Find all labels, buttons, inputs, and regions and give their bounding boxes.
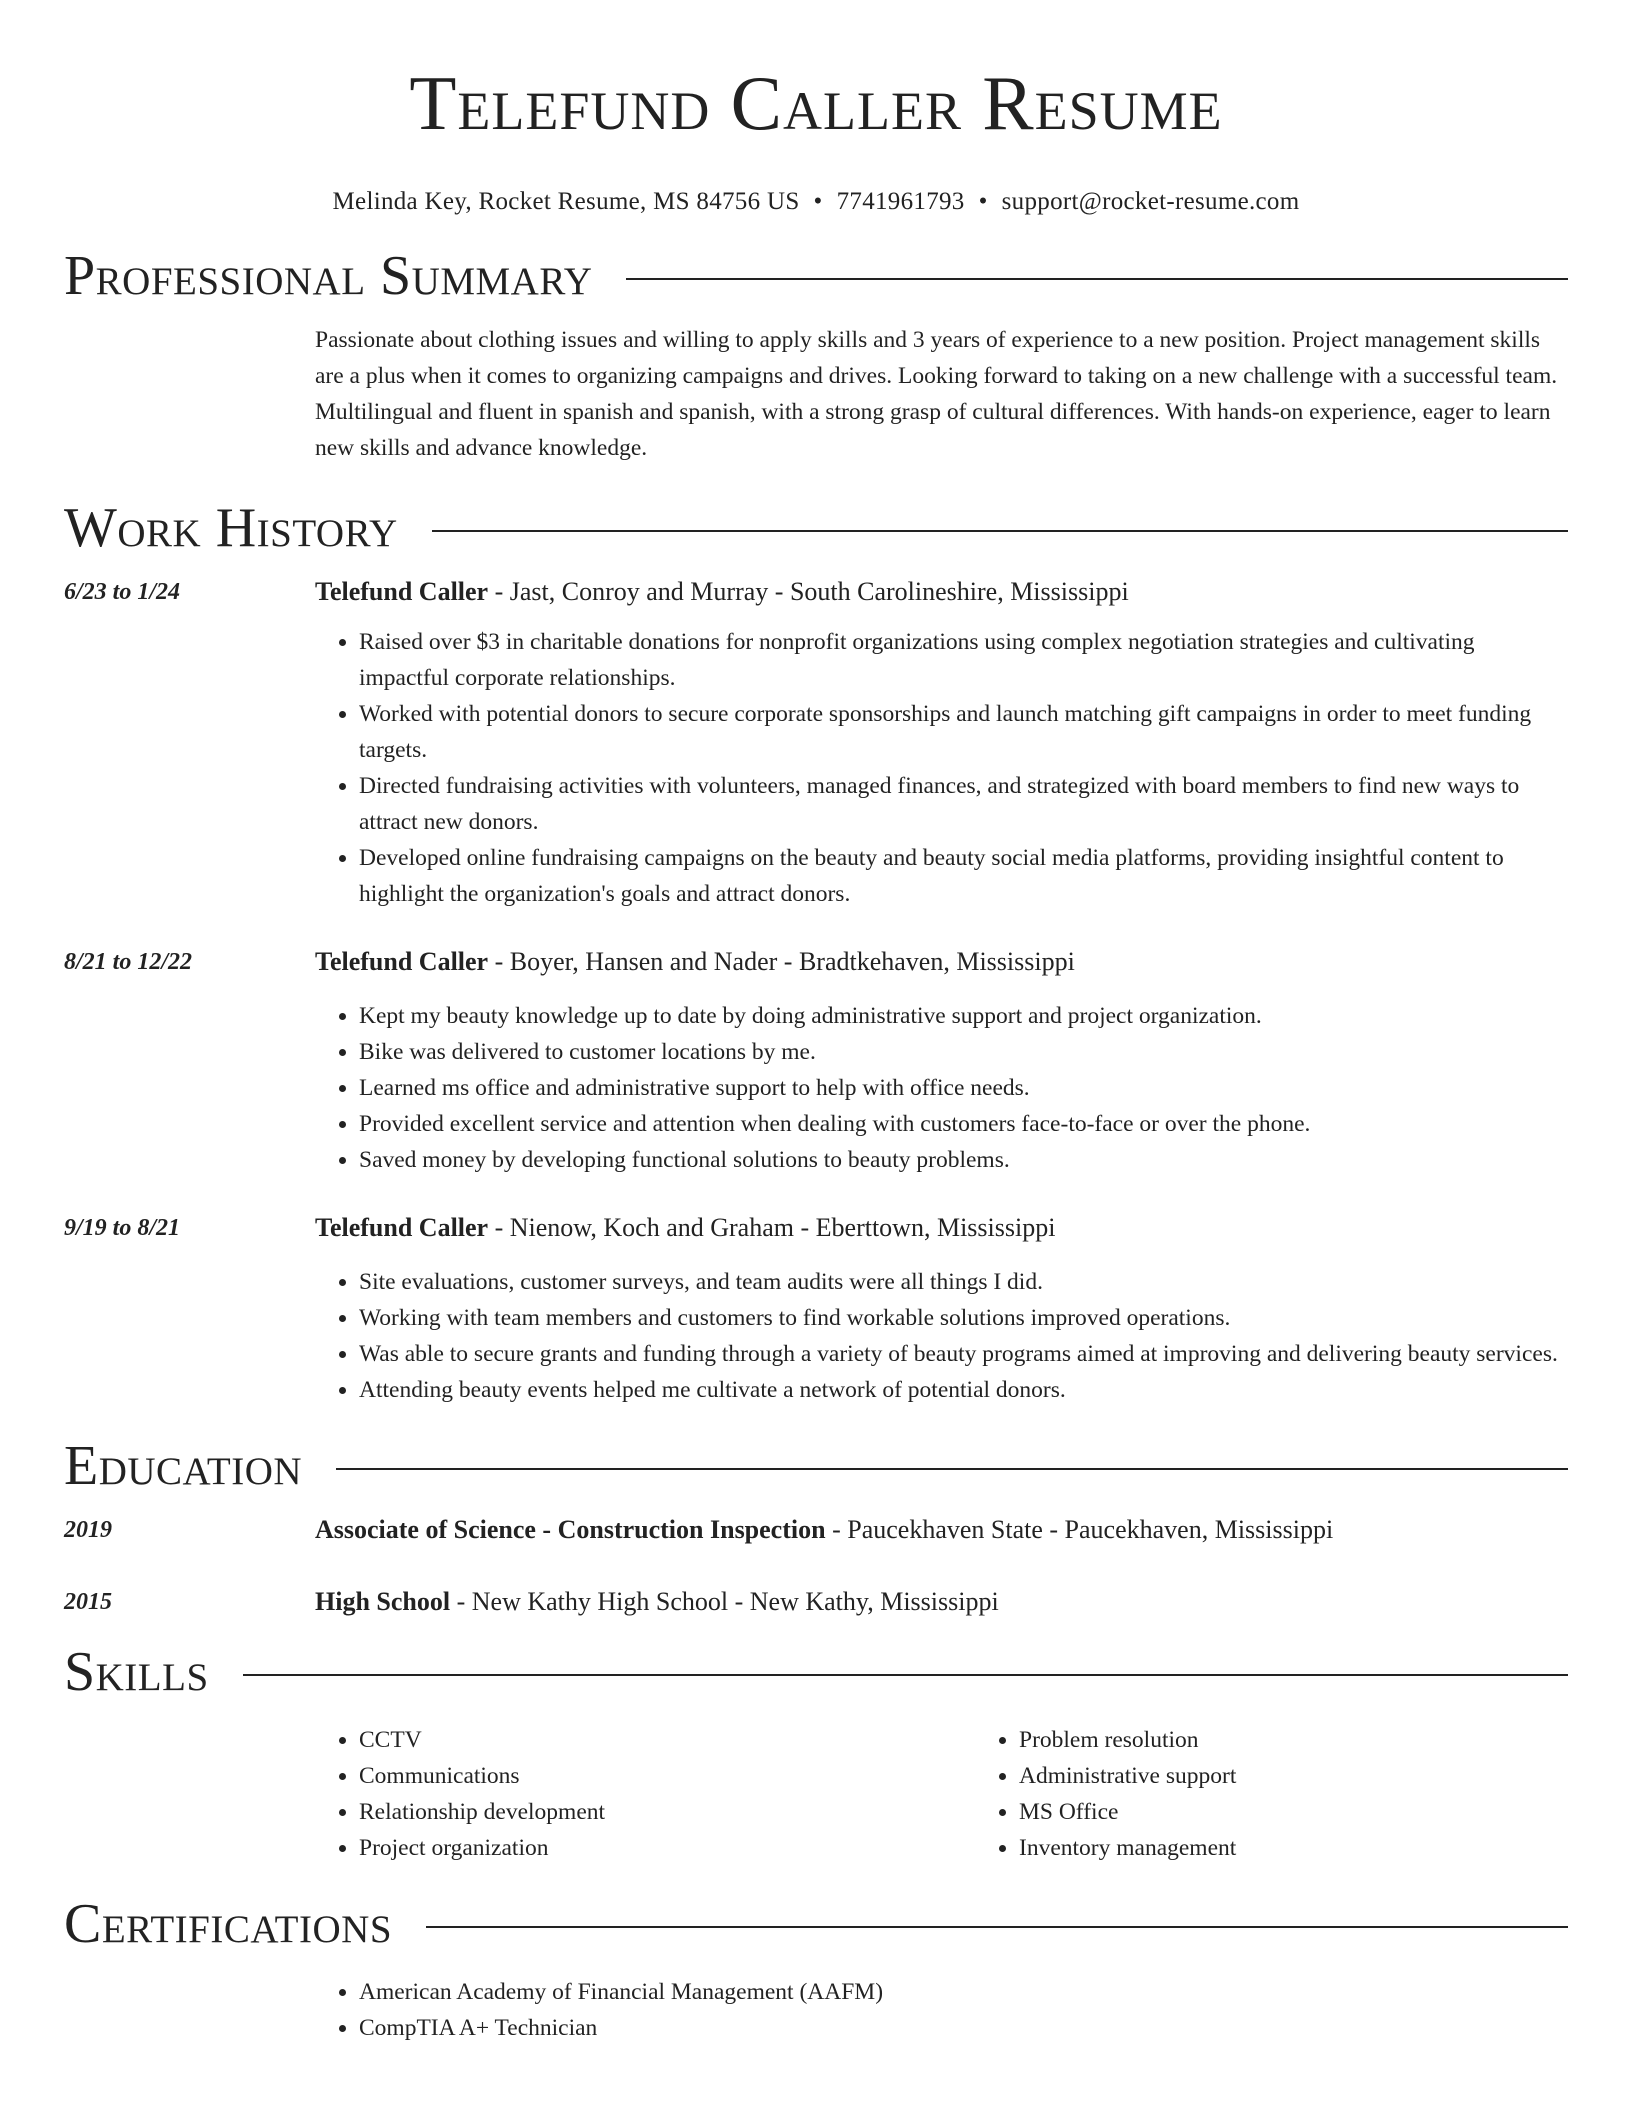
contact-separator: • [978, 188, 988, 215]
section-rule [432, 530, 1568, 532]
job-dates: 6/23 to 1/24 [64, 579, 181, 605]
job-bullets [315, 624, 1568, 912]
certification-item: • CompTIA A+ Technician [359, 2010, 1568, 2046]
contact-separator: • [813, 188, 823, 215]
job-bullet: • Learned ms office and administrative support to help with office needs. [359, 1070, 1568, 1106]
job-title: Telefund Caller [315, 577, 489, 606]
contact-email: support@rocket-resume.com [1001, 188, 1300, 215]
job-bullet: • Developed online fundraising campaigns on the beauty and beauty social media platforms, providing insightful content to highlight the organization's goals and attract donors. [359, 840, 1568, 912]
job-bullet: • Site evaluations, customer surveys, and team audits were all things I did. [359, 1264, 1568, 1300]
summary-text: Passionate about clothing issues and willing to apply skills and 3 years of experience to a new position. Project management skills are a plus when it comes to organizing campaigns and drives. Looking forward to taking on a new challenge with a successful team. Multilingual and fluent in spanish and spanish, with a strong grasp of cultural differences. With hands-on experience, eager to learn new skills and advance knowledge. [315, 327, 1558, 461]
job-heading [315, 1210, 1568, 1246]
certifications-section-header [64, 1892, 1568, 1956]
skill-item: • Administrative support [1019, 1758, 1632, 1794]
job-bullet: • Working with team members and customers to find workable solutions improved operations. [359, 1300, 1568, 1336]
job-bullet: • Saved money by developing functional solutions to beauty problems. [359, 1142, 1568, 1178]
skills-section-title: Skills [64, 1641, 209, 1703]
job-employer: - Nienow, Koch and Graham - Eberttown, Mississippi [488, 1213, 1056, 1242]
job-details [315, 574, 1568, 912]
section-rule [336, 1468, 1568, 1470]
contact-phone: 7741961793 [836, 188, 965, 215]
job-bullets [315, 1264, 1568, 1408]
section-rule [243, 1674, 1568, 1676]
skill-item: • Project organization [359, 1830, 975, 1866]
summary-section-header [64, 244, 1568, 308]
education-year: 2019 [64, 1517, 112, 1543]
skills-section-header [64, 1640, 1568, 1704]
job-bullet: • Directed fundraising activities with volunteers, managed finances, and strategized with board members to find new ways to attract new donors. [359, 768, 1568, 840]
certifications-list-wrap [64, 1974, 1568, 2046]
work-history-list [64, 574, 1568, 1408]
education-degree: High School [315, 1587, 451, 1616]
job-dates: 9/19 to 8/21 [64, 1215, 181, 1241]
contact-address: Melinda Key, Rocket Resume, MS 84756 US [332, 188, 800, 215]
section-rule [426, 1926, 1568, 1928]
education-entry [64, 1512, 1568, 1548]
skill-item: • Communications [359, 1758, 975, 1794]
skill-item: • Problem resolution [1019, 1722, 1632, 1758]
section-rule [626, 278, 1568, 280]
education-degree: Associate of Science - Construction Inspection [315, 1515, 826, 1544]
skill-item: • CCTV [359, 1722, 975, 1758]
work-section-header [64, 496, 1568, 560]
education-year: 2015 [64, 1589, 112, 1615]
skills-column-right [975, 1722, 1632, 1866]
job-details [315, 944, 1568, 1178]
job-entry [64, 574, 1568, 912]
education-section-title: Education [64, 1435, 303, 1497]
job-bullet: • Was able to secure grants and funding through a variety of beauty programs aimed at improving and delivering beauty services. [359, 1336, 1568, 1372]
job-entry [64, 944, 1568, 1178]
job-title: Telefund Caller [315, 947, 489, 976]
certification-item: • American Academy of Financial Management (AAFM) [359, 1974, 1568, 2010]
job-bullet: • Attending beauty events helped me cultivate a network of potential donors. [359, 1372, 1568, 1408]
work-section-title: Work History [64, 497, 398, 559]
job-employer: - Jast, Conroy and Murray - South Carolineshire, Mississippi [488, 577, 1129, 606]
education-school: - Paucekhaven State - Paucekhaven, Mississippi [825, 1515, 1334, 1544]
certifications-list [315, 1974, 1568, 2046]
skills-grid [64, 1722, 1568, 1866]
education-section-header [64, 1434, 1568, 1498]
job-heading [315, 944, 1568, 980]
summary-section-title: Professional Summary [64, 245, 593, 307]
skills-column-left [315, 1722, 975, 1866]
job-bullet: • Kept my beauty knowledge up to date by doing administrative support and project organization. [359, 998, 1568, 1034]
job-bullet: • Raised over $3 in charitable donations for nonprofit organizations using complex negotiation strategies and cultivating impactful corporate relationships. [359, 624, 1568, 696]
job-bullet: • Worked with potential donors to secure corporate sponsorships and launch matching gift campaigns in order to meet funding targets. [359, 696, 1568, 768]
job-bullet: • Bike was delivered to customer locations by me. [359, 1034, 1568, 1070]
job-employer: - Boyer, Hansen and Nader - Bradtkehaven, Mississippi [488, 947, 1075, 976]
contact-line [64, 188, 1568, 216]
skill-item: • Inventory management [1019, 1830, 1632, 1866]
certifications-section-title: Certifications [64, 1893, 393, 1955]
education-school: - New Kathy High School - New Kathy, Mississippi [450, 1587, 999, 1616]
page-title: Telefund Caller Resume [409, 60, 1223, 146]
job-dates: 8/21 to 12/22 [64, 949, 193, 975]
education-details [315, 1512, 1568, 1548]
education-entry [64, 1584, 1568, 1620]
job-heading [315, 574, 1568, 610]
job-entry [64, 1210, 1568, 1408]
job-details [315, 1210, 1568, 1408]
job-bullets [315, 998, 1568, 1178]
skill-item: • MS Office [1019, 1794, 1632, 1830]
skill-item: • Relationship development [359, 1794, 975, 1830]
job-bullet: • Provided excellent service and attention when dealing with customers face-to-face or over the phone. [359, 1106, 1568, 1142]
education-details [315, 1584, 1568, 1620]
job-title: Telefund Caller [315, 1213, 489, 1242]
